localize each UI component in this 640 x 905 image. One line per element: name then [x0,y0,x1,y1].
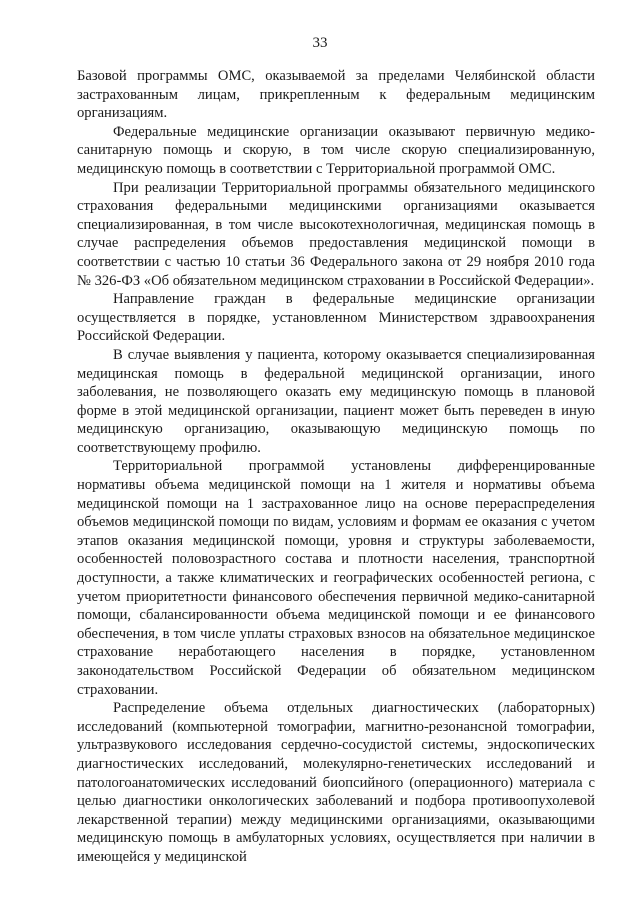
paragraph-5: В случае выявления у пациента, которому оказывается специализированная медицинская помощь в федеральной медицинской организации, иного заболевания, не позволяющего оказать ему медицинскую помощь в плановой форме в этой медицинской организации, пациент может быть переведен в иную медицинскую организацию, оказывающую медицинскую помощь по соответствующему профилю. [77,346,595,456]
paragraph-4: Направление граждан в федеральные медицинские организации осуществляется в порядке, установленном Министерством здравоохранения Российской Федерации. [77,291,595,345]
paragraph-3: При реализации Территориальной программы обязательного медицинского страхования федеральными медицинскими организациями оказывается специализированная, в том числе высокотехнологичная, медицинская помощь в случае распределения объемов предоставления медицинской помощи в соответствии с частью 10 статьи 36 Федерального закона от 29 ноября 2010 года № 326-ФЗ «Об обязательном медицинском страховании в Российской Федерации». [77,179,595,289]
paragraph-6: Территориальной программой установлены дифференцированные нормативы объема медицинской помощи на 1 жителя и нормативы объема медицинской помощи на 1 застрахованное лицо на основе перераспределения объемов медицинской помощи по видам, условиям и формам ее оказания с учетом этапов оказания медицинской помощи, уровня и структуры заболеваемости, особенностей половозрастного состава и плотности населения, транспортной доступности, а также климатических и географических особенностей региона, с учетом приоритетности финансового обеспечения первичной медико-санитарной помощи, сбалансированности объема медицинской помощи и ее финансового обеспечения, в том числе уплаты страховых взносов на обязательное медицинское страхование неработающего населения в порядке, установленном законодательством Российской Федерации об обязательном медицинском страховании. [77,458,595,698]
paragraph-1: Базовой программы ОМС, оказываемой за пределами Челябинской области застрахованным лицам, прикрепленным к федеральным медицинским организациям. [77,68,595,122]
page-number: 33 [312,35,328,51]
paragraph-7: Распределение объема отдельных диагностических (лабораторных) исследований (компьютерной томографии, магнитно-резонансной томографии, ультразвукового исследования сердечно-сосудистой системы, эндоскопических диагностических исследований, молекулярно-генетических исследований и патологоанатомических исследований биопсийного (операционного) материала с целью диагностики онкологических заболеваний и подбора противоопухолевой лекарственной терапии) между медицинскими организациями, оказывающими медицинскую помощь в амбулаторных условиях, осуществляется при наличии в имеющейся у медицинской [77,700,595,865]
paragraph-2: Федеральные медицинские организации оказывают первичную медико-санитарную помощь и скорую, в том числе скорую специализированную, медицинскую помощь в соответствии с Территориальной программой ОМС. [77,123,595,177]
document-body [77,67,595,867]
